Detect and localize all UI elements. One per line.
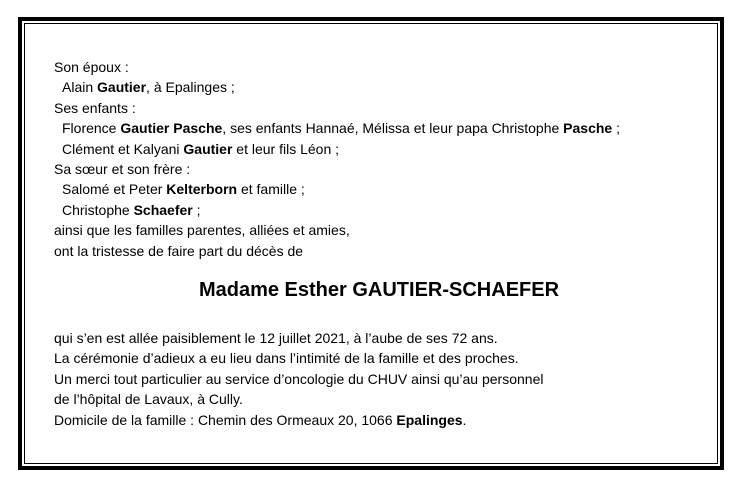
body-text: ainsi que les familles parentes, alliées et amies, xyxy=(54,222,350,239)
closing-text-block xyxy=(54,328,704,430)
announcement-line xyxy=(54,139,704,159)
body-text: Salomé et Peter xyxy=(62,181,167,198)
body-text: Son époux : xyxy=(54,59,129,75)
body-text: de l’hôpital de Lavaux, à Cully. xyxy=(54,391,243,408)
announcement-line xyxy=(54,220,704,240)
announcement-line xyxy=(54,241,704,261)
bold-name-text: Gautier Pasche xyxy=(120,120,223,137)
body-text: Ses enfants : xyxy=(54,99,136,116)
body-text: Un merci tout particulier au service d’oncologie du CHUV ainsi qu’au personnel xyxy=(54,370,544,387)
body-text: et famille ; xyxy=(237,181,305,198)
announcement-line xyxy=(54,348,704,368)
body-text: et leur fils Léon ; xyxy=(232,140,340,157)
body-text: , à Epalinges ; xyxy=(146,79,235,96)
bold-name-text: Gautier xyxy=(183,140,233,157)
body-text: ; xyxy=(612,120,620,137)
body-text: ; xyxy=(192,201,201,218)
body-text: Domicile de la famille : Chemin des Ormeaux 20, 1066 xyxy=(54,411,397,428)
body-text: Sa sœur et son frère : xyxy=(54,161,191,178)
announcement-line xyxy=(54,118,704,138)
bold-name-text: Kelterborn xyxy=(166,181,238,198)
body-text: Alain xyxy=(62,79,98,96)
announcement-content xyxy=(54,24,704,430)
body-text: Florence xyxy=(62,120,121,137)
announcement-line xyxy=(54,159,704,179)
body-text: ont la tristesse de faire part du décès de xyxy=(54,242,304,259)
body-text: La cérémonie d’adieux a eu lieu dans l’intimité de la famille et des proches. xyxy=(54,350,519,367)
body-text: . xyxy=(462,411,467,428)
bold-name-text: Epalinges xyxy=(396,411,463,428)
body-text: Christophe xyxy=(62,201,134,218)
inner-border-frame xyxy=(24,23,718,464)
bold-name-text: Pasche xyxy=(563,120,613,137)
announcement-line xyxy=(54,389,704,409)
body-text: Clément et Kalyani xyxy=(62,140,184,157)
announcement-line xyxy=(54,77,704,97)
announcement-line xyxy=(54,200,704,220)
bold-name-text: Gautier xyxy=(97,79,147,96)
deceased-name-title: Madame Esther GAUTIER-SCHAEFER xyxy=(198,279,560,302)
body-text: qui s’en est allée paisiblement le 12 juillet 2021, à l’aube de ses 72 ans. xyxy=(54,330,498,347)
announcement-line xyxy=(54,57,704,77)
outer-border-frame xyxy=(18,17,724,470)
announcement-line xyxy=(54,328,704,348)
announcement-line xyxy=(54,410,704,430)
bold-name-text: Schaefer xyxy=(133,201,193,218)
announcement-line xyxy=(54,179,704,199)
announcement-line xyxy=(54,369,704,389)
family-intro-block xyxy=(54,57,704,261)
announcement-line xyxy=(54,98,704,118)
body-text: , ses enfants Hannaé, Mélissa et leur papa Christophe xyxy=(222,120,564,137)
